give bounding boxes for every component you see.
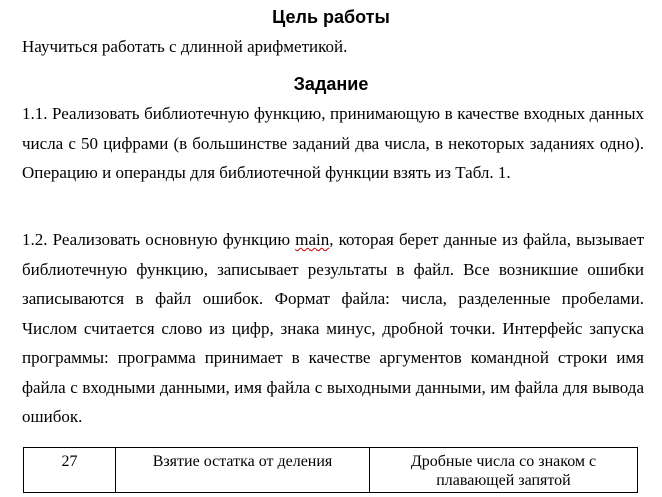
paragraph-2-end: , которая берет данные из файла, вызывает библиотечную функцию, записывает результаты в файл. Все возникшие ошибки записываются в файл ошибок. Формат файла: числа, разделенные пробелами. Числом считается слово из цифр, знака минус, дробной точки. Интерфейс запуска программы: программа принимает в качестве аргументов командной строки имя файла с входными данными, имя файла с выходными данными, им файла для вывода ошибок.	[22, 230, 645, 426]
task-paragraph-1: 1.1. Реализовать библиотечную функцию, принимающую в качестве входных данных числа с 50 цифрами (в большинстве заданий два числа, в некоторых заданиях одно). Операцию и операнды для библиотечной функции взять из Табл. 1.	[22, 104, 644, 182]
operation-cell: Взятие остатка от деления	[116, 448, 370, 493]
task-paragraph-2	[22, 225, 644, 432]
paragraph-2-start: 1.2. Реализовать основную функцию	[22, 230, 296, 249]
spellcheck-word-main: main	[295, 230, 330, 249]
operands-cell: Дробные числа со знаком с плавающей запятой	[370, 448, 638, 493]
table-row	[24, 448, 638, 493]
task-heading: Задание	[293, 74, 369, 94]
variant-number-cell: 27	[24, 448, 116, 493]
goal-text: Научиться работать с длинной арифметикой.	[22, 37, 348, 56]
variant-table	[23, 447, 638, 493]
goal-heading: Цель работы	[272, 7, 390, 27]
